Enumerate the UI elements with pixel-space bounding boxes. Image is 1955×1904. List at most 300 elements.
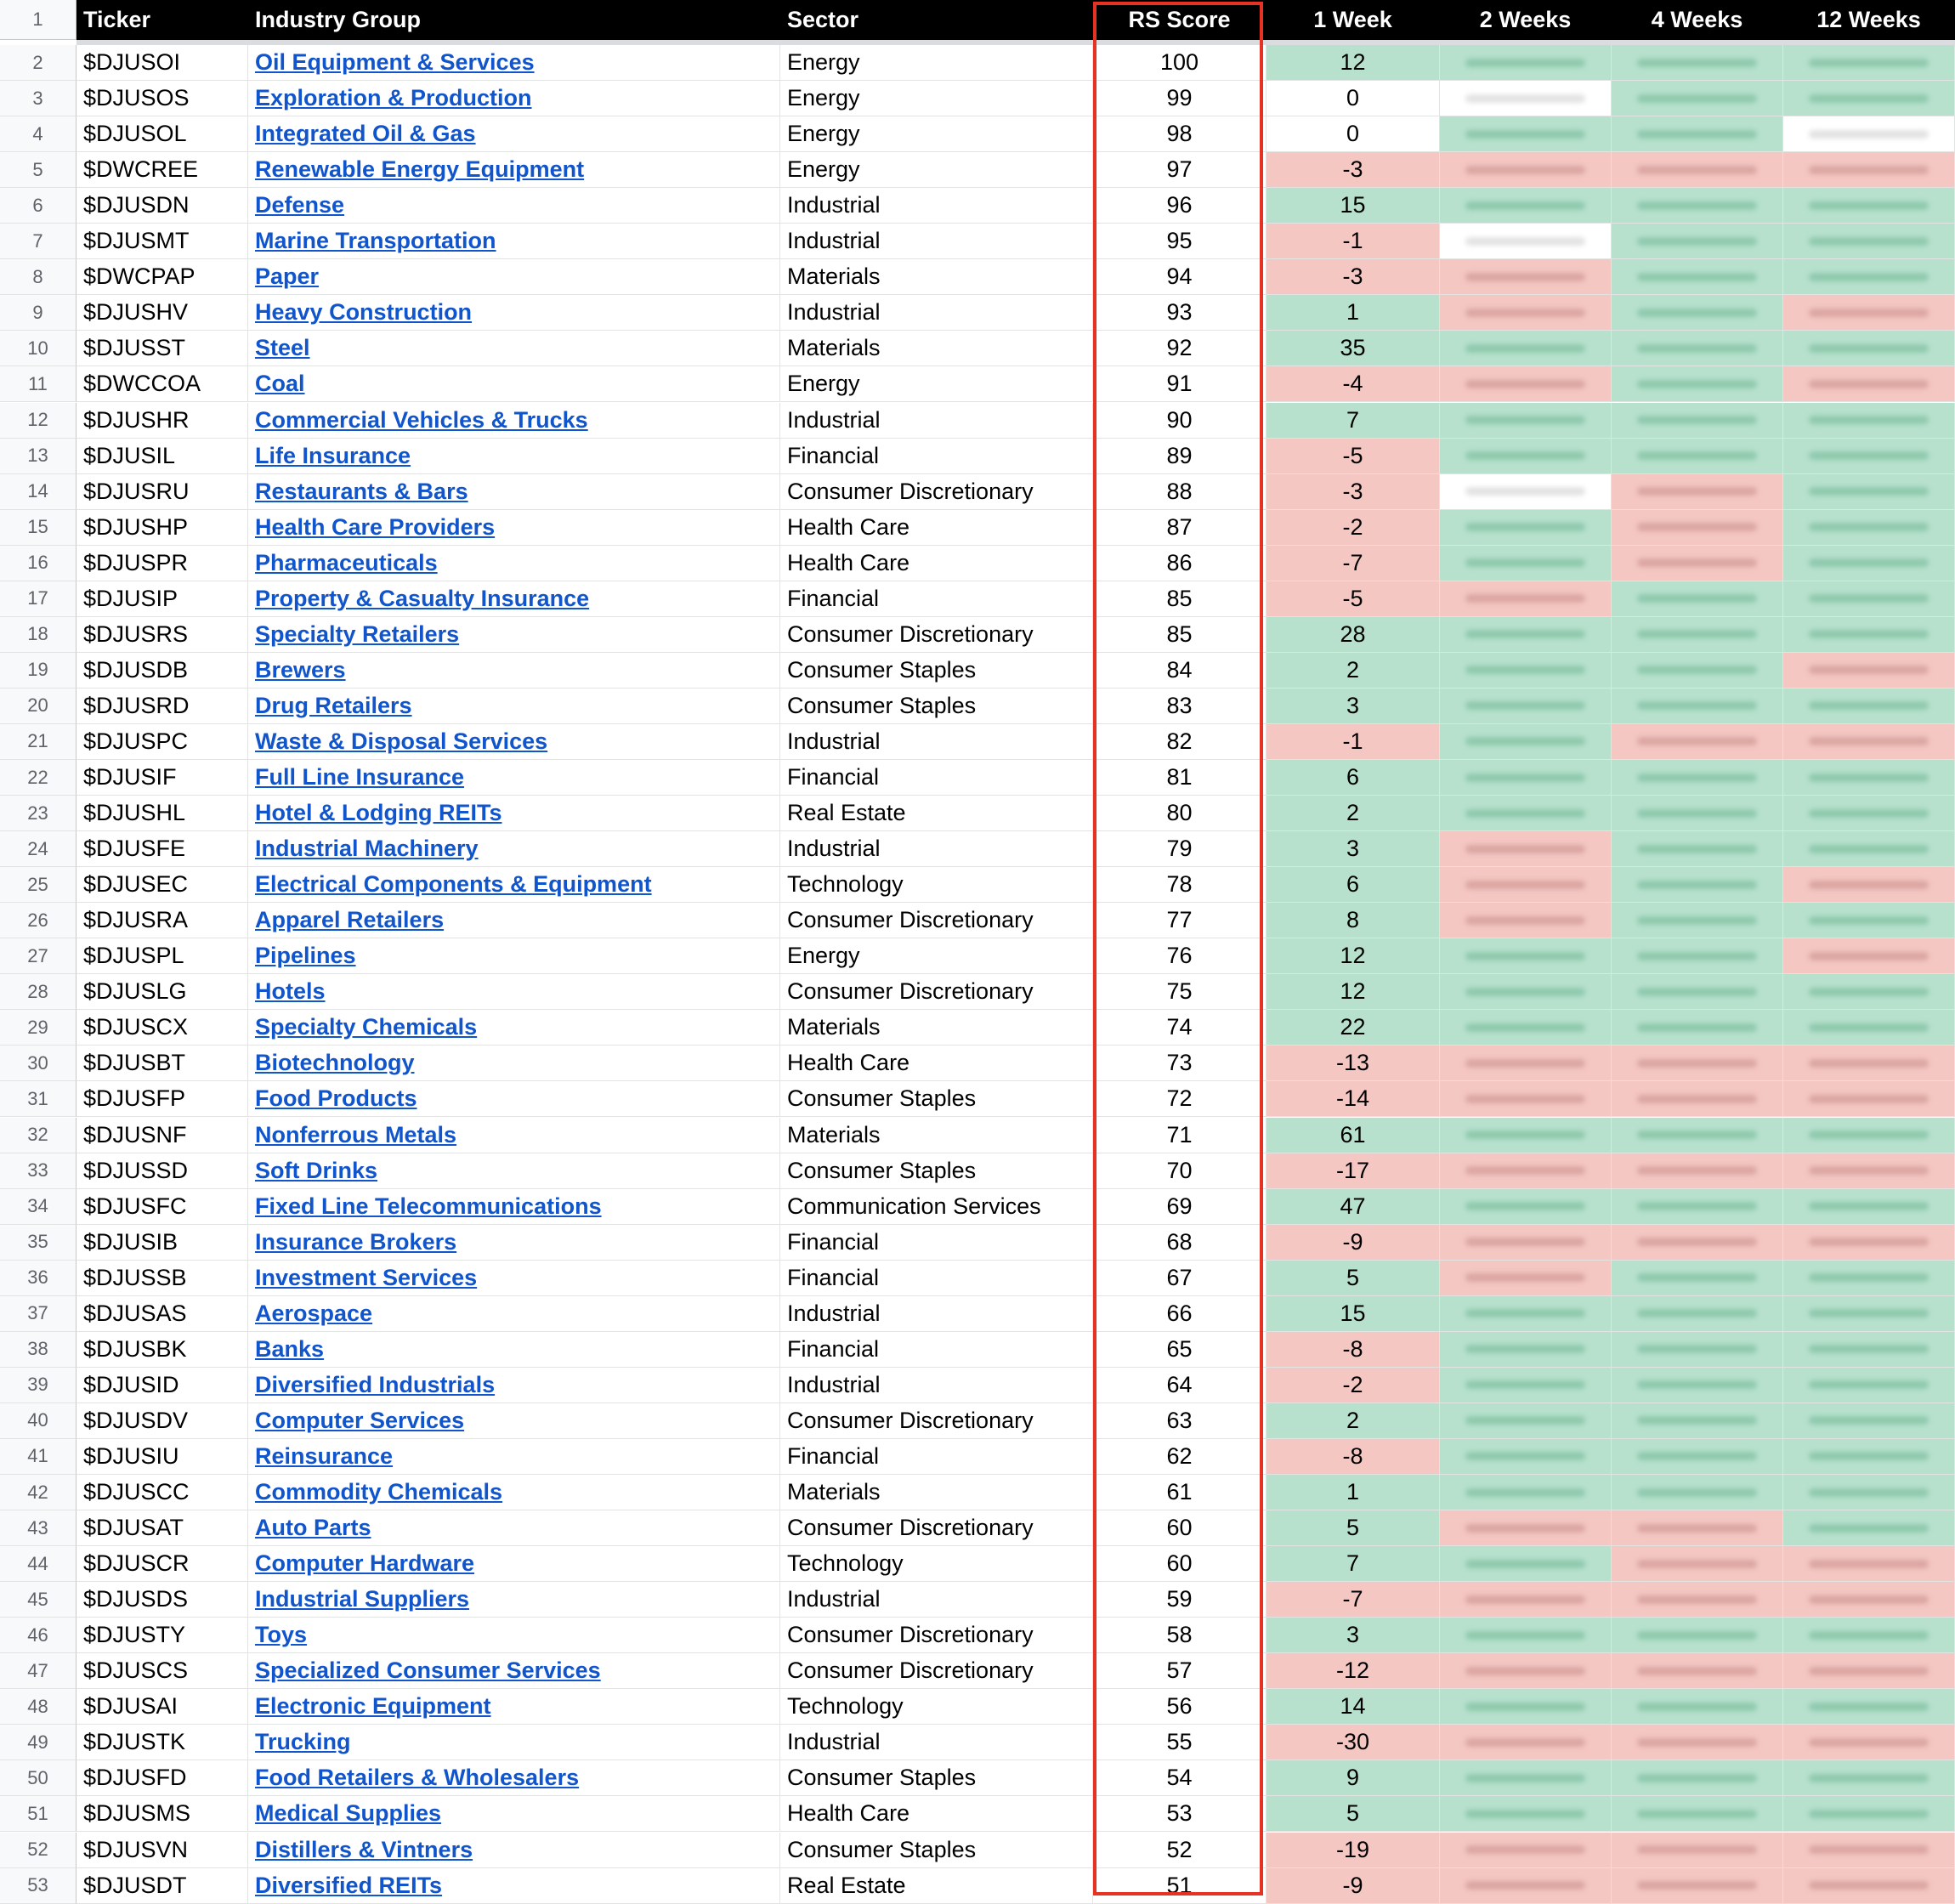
industry-group-link[interactable]: Specialty Retailers: [255, 620, 460, 647]
industry-group-cell[interactable]: [248, 152, 780, 188]
industry-group-cell[interactable]: [248, 1261, 780, 1296]
week-12-change-cell[interactable]: [1783, 1510, 1955, 1546]
week-1-change-cell[interactable]: -19: [1266, 1833, 1440, 1868]
week-2-change-cell[interactable]: [1440, 403, 1612, 439]
ticker-cell[interactable]: $DJUSTK: [76, 1725, 248, 1760]
week-2-change-cell[interactable]: [1440, 724, 1612, 760]
sector-cell[interactable]: Technology: [780, 867, 1093, 903]
week-2-change-cell[interactable]: [1440, 1582, 1612, 1618]
week-2-change-cell[interactable]: [1440, 1225, 1612, 1261]
rs-score-cell[interactable]: 61: [1093, 1475, 1266, 1510]
ticker-cell[interactable]: $DJUSPR: [76, 546, 248, 581]
week-12-change-cell[interactable]: [1783, 81, 1955, 116]
week-12-change-cell[interactable]: [1783, 1081, 1955, 1117]
week-12-change-cell[interactable]: [1783, 938, 1955, 974]
sector-cell[interactable]: Health Care: [780, 1796, 1093, 1832]
rs-score-cell[interactable]: 69: [1093, 1189, 1266, 1225]
industry-group-cell[interactable]: [248, 796, 780, 831]
week-4-change-cell[interactable]: [1612, 1510, 1783, 1546]
row-number[interactable]: 23: [0, 796, 76, 831]
week-4-change-cell[interactable]: [1612, 1368, 1783, 1403]
industry-group-link[interactable]: Aerospace: [255, 1300, 373, 1326]
industry-group-link[interactable]: Apparel Retailers: [255, 907, 445, 933]
sector-cell[interactable]: Financial: [780, 581, 1093, 617]
week-1-change-cell[interactable]: -1: [1266, 224, 1440, 259]
week-12-change-cell[interactable]: [1783, 1475, 1955, 1510]
week-12-change-cell[interactable]: [1783, 617, 1955, 653]
industry-group-cell[interactable]: [248, 831, 780, 867]
rs-score-cell[interactable]: 60: [1093, 1510, 1266, 1546]
row-number[interactable]: 6: [0, 188, 76, 224]
week-4-change-cell[interactable]: [1612, 45, 1783, 81]
week-12-change-cell[interactable]: [1783, 331, 1955, 366]
row-number[interactable]: 22: [0, 760, 76, 796]
rs-score-cell[interactable]: 94: [1093, 259, 1266, 295]
industry-group-cell[interactable]: [248, 331, 780, 366]
ticker-cell[interactable]: $DJUSRS: [76, 617, 248, 653]
week-2-change-cell[interactable]: [1440, 366, 1612, 402]
sector-cell[interactable]: Consumer Discretionary: [780, 617, 1093, 653]
industry-group-link[interactable]: Waste & Disposal Services: [255, 728, 548, 754]
week-4-change-cell[interactable]: [1612, 1833, 1783, 1868]
industry-group-link[interactable]: Hotels: [255, 978, 326, 1005]
week-2-change-cell[interactable]: [1440, 152, 1612, 188]
ticker-cell[interactable]: $DJUSLG: [76, 974, 248, 1010]
sector-cell[interactable]: Consumer Discretionary: [780, 1510, 1093, 1546]
sector-cell[interactable]: Energy: [780, 81, 1093, 116]
week-4-change-cell[interactable]: [1612, 1081, 1783, 1117]
week-1-change-cell[interactable]: -5: [1266, 581, 1440, 617]
row-number[interactable]: 4: [0, 116, 76, 152]
week-1-change-cell[interactable]: -3: [1266, 152, 1440, 188]
week-2-change-cell[interactable]: [1440, 439, 1612, 474]
row-number[interactable]: 35: [0, 1225, 76, 1261]
week-12-change-cell[interactable]: [1783, 259, 1955, 295]
row-number[interactable]: 19: [0, 653, 76, 688]
week-1-change-cell[interactable]: 9: [1266, 1760, 1440, 1796]
industry-group-link[interactable]: Full Line Insurance: [255, 764, 465, 790]
row-number[interactable]: 47: [0, 1653, 76, 1689]
ticker-cell[interactable]: $DJUSFE: [76, 831, 248, 867]
week-12-change-cell[interactable]: [1783, 1153, 1955, 1189]
industry-group-cell[interactable]: [248, 1403, 780, 1439]
week-1-change-cell[interactable]: 1: [1266, 1475, 1440, 1510]
rs-score-cell[interactable]: 93: [1093, 295, 1266, 331]
week-12-change-cell[interactable]: [1783, 1582, 1955, 1618]
industry-group-link[interactable]: Diversified Industrials: [255, 1371, 496, 1397]
row-number[interactable]: 36: [0, 1261, 76, 1296]
industry-group-cell[interactable]: [248, 1618, 780, 1653]
ticker-cell[interactable]: $DWCREE: [76, 152, 248, 188]
row-number[interactable]: 50: [0, 1760, 76, 1796]
week-4-change-cell[interactable]: [1612, 1546, 1783, 1582]
week-4-change-cell[interactable]: [1612, 1760, 1783, 1796]
week-1-change-cell[interactable]: 0: [1266, 81, 1440, 116]
week-1-change-cell[interactable]: 14: [1266, 1689, 1440, 1725]
industry-group-cell[interactable]: [248, 474, 780, 510]
week-12-change-cell[interactable]: [1783, 1010, 1955, 1046]
week-4-change-cell[interactable]: [1612, 224, 1783, 259]
industry-group-cell[interactable]: [248, 1225, 780, 1261]
week-4-change-cell[interactable]: [1612, 938, 1783, 974]
rs-score-cell[interactable]: 67: [1093, 1261, 1266, 1296]
industry-group-cell[interactable]: [248, 1653, 780, 1689]
industry-group-link[interactable]: Coal: [255, 371, 305, 397]
week-2-change-cell[interactable]: [1440, 1332, 1612, 1368]
ticker-cell[interactable]: $DWCCOA: [76, 366, 248, 402]
week-1-change-cell[interactable]: -17: [1266, 1153, 1440, 1189]
ticker-cell[interactable]: $DJUSIP: [76, 581, 248, 617]
week-4-change-cell[interactable]: [1612, 116, 1783, 152]
rs-score-cell[interactable]: 59: [1093, 1582, 1266, 1618]
week-2-change-cell[interactable]: [1440, 1010, 1612, 1046]
industry-group-cell[interactable]: [248, 1868, 780, 1904]
industry-group-link[interactable]: Biotechnology: [255, 1050, 415, 1076]
week-1-change-cell[interactable]: -13: [1266, 1046, 1440, 1081]
rs-score-cell[interactable]: 100: [1093, 45, 1266, 81]
row-number[interactable]: 12: [0, 403, 76, 439]
industry-group-link[interactable]: Food Retailers & Wholesalers: [255, 1765, 580, 1791]
week-4-change-cell[interactable]: [1612, 867, 1783, 903]
industry-group-link[interactable]: Computer Hardware: [255, 1550, 475, 1577]
sector-cell[interactable]: Industrial: [780, 403, 1093, 439]
industry-group-cell[interactable]: [248, 1796, 780, 1832]
week-1-change-cell[interactable]: 1: [1266, 295, 1440, 331]
industry-group-cell[interactable]: [248, 938, 780, 974]
sector-cell[interactable]: Consumer Discretionary: [780, 903, 1093, 938]
week-12-change-cell[interactable]: [1783, 688, 1955, 724]
week-12-change-cell[interactable]: [1783, 116, 1955, 152]
row-number[interactable]: 51: [0, 1796, 76, 1832]
rs-score-cell[interactable]: 85: [1093, 617, 1266, 653]
industry-group-link[interactable]: Industrial Machinery: [255, 836, 479, 862]
week-12-change-cell[interactable]: [1783, 439, 1955, 474]
week-1-change-cell[interactable]: 0: [1266, 116, 1440, 152]
week-12-change-cell[interactable]: [1783, 1403, 1955, 1439]
ticker-cell[interactable]: $DJUSID: [76, 1368, 248, 1403]
week-4-change-cell[interactable]: [1612, 1475, 1783, 1510]
row-number[interactable]: 32: [0, 1118, 76, 1153]
week-4-change-cell[interactable]: [1612, 1618, 1783, 1653]
rs-score-cell[interactable]: 98: [1093, 116, 1266, 152]
row-number[interactable]: 11: [0, 366, 76, 402]
week-1-change-cell[interactable]: -14: [1266, 1081, 1440, 1117]
sector-cell[interactable]: Industrial: [780, 1368, 1093, 1403]
row-number[interactable]: 48: [0, 1689, 76, 1725]
row-number[interactable]: 43: [0, 1510, 76, 1546]
week-1-change-cell[interactable]: -9: [1266, 1868, 1440, 1904]
industry-group-cell[interactable]: [248, 116, 780, 152]
sector-cell[interactable]: Financial: [780, 1225, 1093, 1261]
sector-cell[interactable]: Health Care: [780, 1046, 1093, 1081]
week-2-change-cell[interactable]: [1440, 1618, 1612, 1653]
rs-score-cell[interactable]: 96: [1093, 188, 1266, 224]
ticker-cell[interactable]: $DJUSPL: [76, 938, 248, 974]
sector-cell[interactable]: Industrial: [780, 188, 1093, 224]
week-2-change-cell[interactable]: [1440, 331, 1612, 366]
week-1-change-cell[interactable]: 7: [1266, 403, 1440, 439]
week-1-change-cell[interactable]: 47: [1266, 1189, 1440, 1225]
ticker-cell[interactable]: $DJUSDN: [76, 188, 248, 224]
industry-group-link[interactable]: Auto Parts: [255, 1515, 371, 1541]
sector-cell[interactable]: Consumer Staples: [780, 1153, 1093, 1189]
industry-group-cell[interactable]: [248, 724, 780, 760]
sector-cell[interactable]: Real Estate: [780, 796, 1093, 831]
week-2-change-cell[interactable]: [1440, 1796, 1612, 1832]
ticker-cell[interactable]: $DJUSFP: [76, 1081, 248, 1117]
industry-group-link[interactable]: Brewers: [255, 656, 346, 683]
row-number[interactable]: 40: [0, 1403, 76, 1439]
industry-group-link[interactable]: Paper: [255, 264, 320, 290]
week-4-change-cell[interactable]: [1612, 1225, 1783, 1261]
week-12-change-cell[interactable]: [1783, 796, 1955, 831]
week-4-change-cell[interactable]: [1612, 974, 1783, 1010]
ticker-cell[interactable]: $DJUSDV: [76, 1403, 248, 1439]
week-4-change-cell[interactable]: [1612, 581, 1783, 617]
week-12-change-cell[interactable]: [1783, 653, 1955, 688]
ticker-cell[interactable]: $DJUSCX: [76, 1010, 248, 1046]
industry-group-cell[interactable]: [248, 867, 780, 903]
industry-group-link[interactable]: Commercial Vehicles & Trucks: [255, 406, 588, 433]
industry-group-link[interactable]: Distillers & Vintners: [255, 1836, 473, 1862]
rs-score-cell[interactable]: 83: [1093, 688, 1266, 724]
week-2-change-cell[interactable]: [1440, 1833, 1612, 1868]
industry-group-link[interactable]: Pipelines: [255, 943, 356, 969]
ticker-cell[interactable]: $DJUSOI: [76, 45, 248, 81]
week-2-change-cell[interactable]: [1440, 1760, 1612, 1796]
ticker-cell[interactable]: $DJUSDT: [76, 1868, 248, 1904]
week-2-change-cell[interactable]: [1440, 1368, 1612, 1403]
industry-group-link[interactable]: Insurance Brokers: [255, 1228, 457, 1255]
week-2-change-cell[interactable]: [1440, 938, 1612, 974]
sector-cell[interactable]: Health Care: [780, 546, 1093, 581]
ticker-cell[interactable]: $DJUSBT: [76, 1046, 248, 1081]
week-1-change-cell[interactable]: -9: [1266, 1225, 1440, 1261]
week-4-change-cell[interactable]: [1612, 546, 1783, 581]
ticker-cell[interactable]: $DJUSRU: [76, 474, 248, 510]
industry-group-cell[interactable]: [248, 510, 780, 546]
sector-cell[interactable]: Consumer Staples: [780, 688, 1093, 724]
week-4-change-cell[interactable]: [1612, 1153, 1783, 1189]
sector-cell[interactable]: Energy: [780, 938, 1093, 974]
ticker-cell[interactable]: $DJUSHP: [76, 510, 248, 546]
rs-score-cell[interactable]: 53: [1093, 1796, 1266, 1832]
industry-group-cell[interactable]: [248, 1546, 780, 1582]
sector-cell[interactable]: Energy: [780, 45, 1093, 81]
industry-group-cell[interactable]: [248, 1153, 780, 1189]
ticker-cell[interactable]: $DJUSDS: [76, 1582, 248, 1618]
rs-score-cell[interactable]: 78: [1093, 867, 1266, 903]
week-4-change-cell[interactable]: [1612, 259, 1783, 295]
industry-group-cell[interactable]: [248, 366, 780, 402]
week-2-change-cell[interactable]: [1440, 474, 1612, 510]
sector-cell[interactable]: Materials: [780, 1010, 1093, 1046]
rs-score-cell[interactable]: 60: [1093, 1546, 1266, 1582]
sector-cell[interactable]: Financial: [780, 1439, 1093, 1475]
week-12-change-cell[interactable]: [1783, 1653, 1955, 1689]
header-12-weeks[interactable]: 12 Weeks: [1783, 0, 1955, 40]
ticker-cell[interactable]: $DJUSCR: [76, 1546, 248, 1582]
week-4-change-cell[interactable]: [1612, 152, 1783, 188]
sector-cell[interactable]: Consumer Staples: [780, 1081, 1093, 1117]
row-number[interactable]: 13: [0, 439, 76, 474]
rs-score-cell[interactable]: 76: [1093, 938, 1266, 974]
industry-group-cell[interactable]: [248, 1760, 780, 1796]
header-sector[interactable]: Sector: [780, 0, 1093, 40]
rs-score-cell[interactable]: 52: [1093, 1833, 1266, 1868]
ticker-cell[interactable]: $DJUSMS: [76, 1796, 248, 1832]
ticker-cell[interactable]: $DJUSCS: [76, 1653, 248, 1689]
sector-cell[interactable]: Consumer Staples: [780, 653, 1093, 688]
ticker-cell[interactable]: $DJUSNF: [76, 1118, 248, 1153]
week-4-change-cell[interactable]: [1612, 510, 1783, 546]
header-1-week[interactable]: 1 Week: [1266, 0, 1440, 40]
industry-group-link[interactable]: Electrical Components & Equipment: [255, 871, 652, 898]
industry-group-link[interactable]: Toys: [255, 1622, 308, 1648]
rs-score-cell[interactable]: 55: [1093, 1725, 1266, 1760]
ticker-cell[interactable]: $DJUSST: [76, 331, 248, 366]
week-1-change-cell[interactable]: 15: [1266, 188, 1440, 224]
sector-cell[interactable]: Consumer Discretionary: [780, 474, 1093, 510]
week-2-change-cell[interactable]: [1440, 1296, 1612, 1332]
week-4-change-cell[interactable]: [1612, 1189, 1783, 1225]
ticker-cell[interactable]: $DJUSHV: [76, 295, 248, 331]
industry-group-link[interactable]: Integrated Oil & Gas: [255, 121, 476, 147]
week-2-change-cell[interactable]: [1440, 867, 1612, 903]
industry-group-cell[interactable]: [248, 45, 780, 81]
row-number[interactable]: 39: [0, 1368, 76, 1403]
row-number[interactable]: 21: [0, 724, 76, 760]
sector-cell[interactable]: Financial: [780, 439, 1093, 474]
sector-cell[interactable]: Technology: [780, 1689, 1093, 1725]
week-2-change-cell[interactable]: [1440, 1153, 1612, 1189]
industry-group-cell[interactable]: [248, 546, 780, 581]
ticker-cell[interactable]: $DJUSFD: [76, 1760, 248, 1796]
row-number[interactable]: 3: [0, 81, 76, 116]
week-12-change-cell[interactable]: [1783, 867, 1955, 903]
sector-cell[interactable]: Industrial: [780, 1582, 1093, 1618]
week-12-change-cell[interactable]: [1783, 188, 1955, 224]
week-2-change-cell[interactable]: [1440, 1439, 1612, 1475]
week-4-change-cell[interactable]: [1612, 903, 1783, 938]
industry-group-link[interactable]: Industrial Suppliers: [255, 1586, 470, 1612]
week-1-change-cell[interactable]: 61: [1266, 1118, 1440, 1153]
sector-cell[interactable]: Consumer Discretionary: [780, 1403, 1093, 1439]
sector-cell[interactable]: Energy: [780, 366, 1093, 402]
industry-group-cell[interactable]: [248, 1689, 780, 1725]
row-number[interactable]: 44: [0, 1546, 76, 1582]
ticker-cell[interactable]: $DWCPAP: [76, 259, 248, 295]
week-2-change-cell[interactable]: [1440, 1261, 1612, 1296]
week-2-change-cell[interactable]: [1440, 295, 1612, 331]
week-2-change-cell[interactable]: [1440, 116, 1612, 152]
ticker-cell[interactable]: $DJUSOS: [76, 81, 248, 116]
ticker-cell[interactable]: $DJUSEC: [76, 867, 248, 903]
week-1-change-cell[interactable]: 2: [1266, 653, 1440, 688]
ticker-cell[interactable]: $DJUSTY: [76, 1618, 248, 1653]
ticker-cell[interactable]: $DJUSAS: [76, 1296, 248, 1332]
rs-score-cell[interactable]: 64: [1093, 1368, 1266, 1403]
industry-group-cell[interactable]: [248, 188, 780, 224]
row-number[interactable]: 18: [0, 617, 76, 653]
week-12-change-cell[interactable]: [1783, 546, 1955, 581]
week-1-change-cell[interactable]: 3: [1266, 1618, 1440, 1653]
header-2-weeks[interactable]: 2 Weeks: [1440, 0, 1612, 40]
industry-group-link[interactable]: Soft Drinks: [255, 1157, 378, 1183]
sector-cell[interactable]: Energy: [780, 116, 1093, 152]
week-4-change-cell[interactable]: [1612, 1118, 1783, 1153]
rs-score-cell[interactable]: 92: [1093, 331, 1266, 366]
rs-score-cell[interactable]: 85: [1093, 581, 1266, 617]
industry-group-cell[interactable]: [248, 1725, 780, 1760]
ticker-cell[interactable]: $DJUSAT: [76, 1510, 248, 1546]
industry-group-link[interactable]: Fixed Line Telecommunications: [255, 1193, 602, 1219]
week-1-change-cell[interactable]: 35: [1266, 331, 1440, 366]
row-number[interactable]: 10: [0, 331, 76, 366]
week-12-change-cell[interactable]: [1783, 1046, 1955, 1081]
industry-group-link[interactable]: Hotel & Lodging REITs: [255, 800, 502, 826]
row-number[interactable]: 5: [0, 152, 76, 188]
week-12-change-cell[interactable]: [1783, 1760, 1955, 1796]
week-2-change-cell[interactable]: [1440, 188, 1612, 224]
ticker-cell[interactable]: $DJUSFC: [76, 1189, 248, 1225]
week-2-change-cell[interactable]: [1440, 45, 1612, 81]
ticker-cell[interactable]: $DJUSOL: [76, 116, 248, 152]
industry-group-cell[interactable]: [248, 1332, 780, 1368]
rs-score-cell[interactable]: 88: [1093, 474, 1266, 510]
industry-group-cell[interactable]: [248, 1046, 780, 1081]
week-12-change-cell[interactable]: [1783, 366, 1955, 402]
week-12-change-cell[interactable]: [1783, 1332, 1955, 1368]
week-2-change-cell[interactable]: [1440, 1475, 1612, 1510]
week-1-change-cell[interactable]: 28: [1266, 617, 1440, 653]
row-number[interactable]: 20: [0, 688, 76, 724]
industry-group-cell[interactable]: [248, 439, 780, 474]
row-number[interactable]: 34: [0, 1189, 76, 1225]
week-1-change-cell[interactable]: 12: [1266, 938, 1440, 974]
week-12-change-cell[interactable]: [1783, 581, 1955, 617]
industry-group-link[interactable]: Commodity Chemicals: [255, 1479, 503, 1505]
week-4-change-cell[interactable]: [1612, 295, 1783, 331]
industry-group-link[interactable]: Specialty Chemicals: [255, 1014, 478, 1040]
week-4-change-cell[interactable]: [1612, 1582, 1783, 1618]
industry-group-cell[interactable]: [248, 1368, 780, 1403]
industry-group-link[interactable]: Computer Services: [255, 1407, 465, 1433]
industry-group-link[interactable]: Life Insurance: [255, 442, 411, 468]
ticker-cell[interactable]: $DJUSSB: [76, 1261, 248, 1296]
rs-score-cell[interactable]: 95: [1093, 224, 1266, 259]
week-2-change-cell[interactable]: [1440, 831, 1612, 867]
week-12-change-cell[interactable]: [1783, 152, 1955, 188]
sector-cell[interactable]: Industrial: [780, 1296, 1093, 1332]
industry-group-cell[interactable]: [248, 224, 780, 259]
sector-cell[interactable]: Materials: [780, 1118, 1093, 1153]
ticker-cell[interactable]: $DJUSHL: [76, 796, 248, 831]
ticker-cell[interactable]: $DJUSPC: [76, 724, 248, 760]
week-2-change-cell[interactable]: [1440, 903, 1612, 938]
week-2-change-cell[interactable]: [1440, 974, 1612, 1010]
week-12-change-cell[interactable]: [1783, 1296, 1955, 1332]
ticker-cell[interactable]: $DJUSAI: [76, 1689, 248, 1725]
sector-cell[interactable]: Consumer Staples: [780, 1833, 1093, 1868]
industry-group-link[interactable]: Exploration & Production: [255, 85, 532, 111]
rs-score-cell[interactable]: 87: [1093, 510, 1266, 546]
row-number[interactable]: 9: [0, 295, 76, 331]
industry-group-link[interactable]: Electronic Equipment: [255, 1693, 491, 1720]
row-number[interactable]: 1: [0, 0, 76, 40]
rs-score-cell[interactable]: 73: [1093, 1046, 1266, 1081]
industry-group-cell[interactable]: [248, 81, 780, 116]
